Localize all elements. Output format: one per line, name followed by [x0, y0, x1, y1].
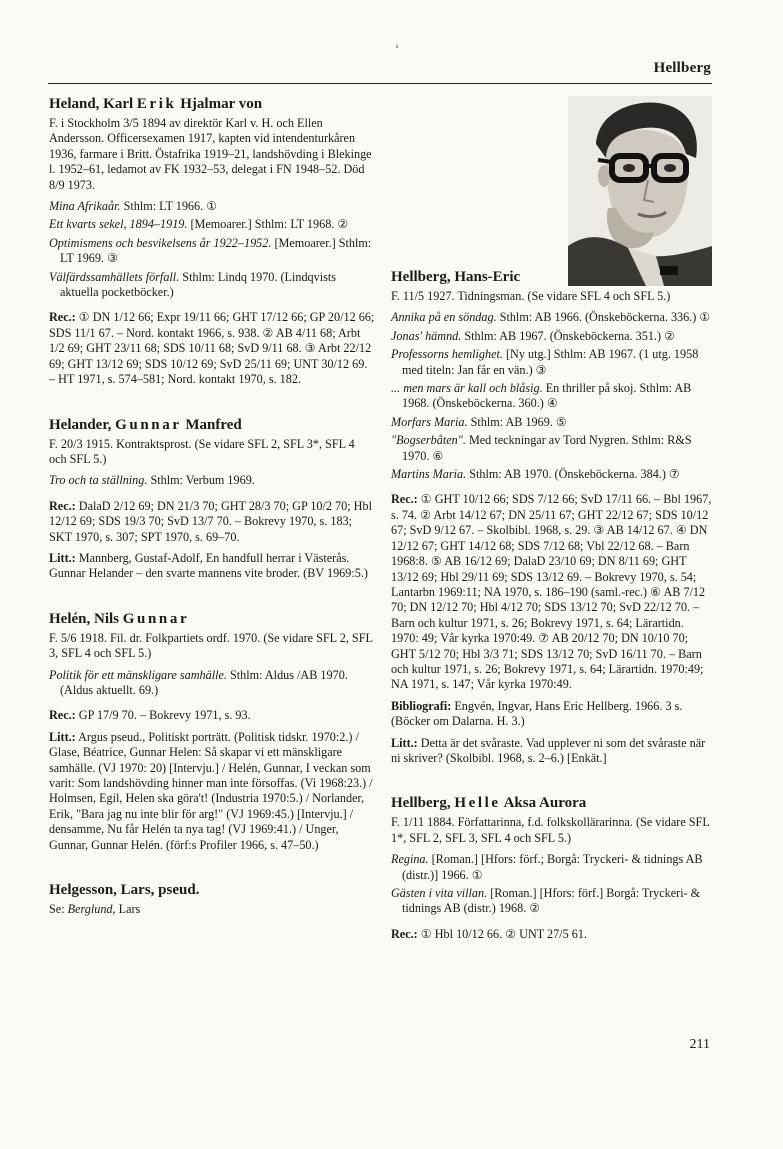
work-item: Regina. [Roman.] [Hfors: förf.; Borgå: Tryckeri- & tidnings AB (distr.)] 1966. ①: [391, 852, 703, 882]
work-item: Jonas' hämnd. Sthlm: AB 1967. (Önskeböckerna. 351.) ②: [391, 328, 676, 343]
portrait-illustration: [568, 96, 712, 286]
work-item: Ett kvarts sekel, 1894–1919. [Memoarer.] Sthlm: LT 1968. ②: [49, 217, 349, 232]
left-column: [49, 95, 375, 923]
page-number: 211: [689, 1037, 710, 1052]
entry-heading: Hellberg, Helle Aksa Aurora: [391, 795, 587, 812]
entry-helander: [49, 416, 375, 582]
work-item: Tro och ta ställning. Sthlm: Verbum 1969.: [49, 473, 255, 488]
reviews: Rec.: ① GHT 10/12 66; SDS 7/12 66; SvD 17/11 66. – Bbl 1967, s. 74. ② Arbt 14/12 67; DN 25/11 67; GHT 22/12 67; SDS 10/12 67; SvD 9/12 67. – Skolbibl. 1968, s. 29. ③ AB 14/12 67. ④ DN 12/12 67; GHT 14/12 68; SDS 7/12 68; Vbl 22/12 68. – Barn 1968:8. ⑤ AB 16/12 69; DalaD 23/10 69; DN 8/11 69; GHT 13/12 69; Hbl 29/11 69; SDS 13/12 69. – Bokrevy 1970, s. 54; Lantarbn 1969:11; NA 1970, s. 186–190 (saml.-rec.) ⑥ AB 7/12 70; DN 12/12 70; Hbl 4/12 70; SDS 13/12 70; SvD 22/12 70. – Barn och kultur 1971, s. 26; Bokrevy 1971, s. 64; Lärartidn. 1970: 49; Vår kyrka 1970:49. ⑦ AB 20/12 70; DN 10/10 70; GHT 5/12 70; Hbl 3/3 71; SDS 13/12 70; SvD 16/11 70. – Barn och kultur 1971, s. 26; Bokrevy 1971, s. 64; Lärartidn. 1970:49; NA 1971, s. 147; Vår kyrka 1970:49.: [391, 492, 712, 692]
work-item: Mina Afrikaår. Sthlm: LT 1966. ①: [49, 199, 218, 214]
entry-bio: F. 5/6 1918. Fil. dr. Folkpartiets ordf. 1970. (Se vidare SFL 2, SFL 3, SFL 4 och SFL 5.): [49, 630, 373, 661]
see-reference: Se: Berglund, Lars: [49, 902, 141, 917]
literature: Litt.: Detta är det svåraste. Vad upplever ni som det svåraste när ni skriver? (Skolbibl. 1968, s. 2–6.) [Enkät.]: [391, 735, 706, 765]
work-item: Martins Maria. Sthlm: AB 1970. (Önskeböckerna. 384.) ⑦: [391, 467, 680, 482]
margin-mark: ❛: [395, 42, 399, 56]
portrait-photo: [568, 96, 712, 286]
work-item: Gästen i vita villan. [Roman.] [Hfors: förf.] Borgå: Tryckeri- & tidnings AB (distr.) 1968. ②: [391, 886, 701, 916]
entry-heading: Hellberg, Hans-Eric: [391, 269, 521, 285]
entry-helle: [391, 794, 713, 942]
entry-heading: Helén, Nils Gunnar: [49, 610, 190, 627]
entry-bio: F. 1/11 1884. Författarinna, f.d. folkskollärarinna. (Se vidare SFL 1*, SFL 2, SFL 3, SFL 4 och SFL 5.): [391, 815, 710, 845]
work-item: Politik för ett mänskligare samhälle. Sthlm: Aldus /AB 1970. (Aldus aktuellt. 69.): [49, 667, 348, 697]
reviews: Rec.: DalaD 2/12 69; DN 21/3 70; GHT 28/3 70; GP 10/2 70; Hbl 12/12 69; SDS 19/3 70; SvD 13/7 70. – Bokrevy 1970, s. 183; SKT 1970, s. 307; SPT 1970, s. 69–70.: [49, 498, 372, 544]
reviews: Rec.: ① Hbl 10/12 66. ② UNT 27/5 61.: [391, 926, 587, 941]
entry-heading: Helgesson, Lars, pseud.: [49, 882, 200, 899]
entry-helen: [49, 610, 375, 853]
right-column: [391, 268, 713, 948]
work-item: Välfärdssamhällets förfall. Sthlm: Lindq 1970. (Lindqvists aktuella pocketböcker.): [49, 269, 337, 300]
entry-helgesson: [49, 881, 375, 917]
reviews: Rec.: ① DN 1/12 66; Expr 19/11 66; GHT 17/12 66; GP 20/12 66; SDS 11/1 67. – Nord. kontakt 1966, s. 938. ② AB 4/11 68; Arbt 1/2 69; GHT 23/11 68; SDS 10/11 68; SvD 9/11 68. ③ Arbt 22/12 69; GHT 13/12 69; SDS 10/12 69; SvD 25/11 69; UNT 30/12 69. – HT 1971, s. 574–581; Nord. kontakt 1970, s. 182.: [49, 310, 375, 387]
work-item: Professorns hemlighet. [Ny utg.] Sthlm: AB 1967. (1 utg. 1958 med titeln: Jan får en vän.) ③: [391, 347, 699, 377]
work-item: Optimismens och besvikelsens år 1922–1952. [Memoarer.] Sthlm: LT 1969. ③: [49, 235, 372, 266]
work-item: "Bogserbåten". Med teckningar av Tord Nygren. Sthlm: R&S 1970. ⑥: [391, 433, 692, 463]
bibliography: Bibliografi: Engvén, Ingvar, Hans Eric Hellberg. 1966. 3 s. (Böcker om Dalarna. H. 3.): [391, 698, 683, 729]
work-item: ... men mars är kall och blåsig. En thriller på skoj. Sthlm: AB 1968. (Önskeböckerna. 360.) ④: [391, 381, 692, 411]
entry-heland: [49, 95, 375, 388]
entry-bio: F. 11/5 1927. Tidningsman. (Se vidare SFL 4 och SFL 5.): [391, 289, 671, 303]
header-rule: [48, 83, 712, 84]
entry-heading: Helander, Gunnar Manfred: [49, 416, 242, 433]
work-item: Morfars Maria. Sthlm: AB 1969. ⑤: [391, 414, 567, 429]
entry-bio: F. 20/3 1915. Kontraktsprost. (Se vidare SFL 2, SFL 3*, SFL 4 och SFL 5.): [49, 436, 355, 466]
work-item: Annika på en söndag. Sthlm: AB 1966. (Önskeböckerna. 336.) ①: [391, 310, 711, 325]
entry-heading: Heland, Karl Erik Hjalmar von: [49, 96, 263, 112]
entry-hans-eric: [391, 268, 713, 766]
entry-bio: F. i Stockholm 3/5 1894 av direktör Karl v. H. och Ellen Andersson. Officersexamen 1917, kapten vid intendenturkåren 1936, farmare i Britt. Östafrika 1919–21, landshövding i Blekinge l. 1952–61, ledamot av FK 1932–53, delegat i FN 1948–52. Död 8/9 1973.: [49, 116, 372, 192]
literature: Litt.: Argus pseud., Politiskt porträtt. (Politisk tidskr. 1970:2.) / Glase, Béatrice, Gunnar Helen: Så skapar vi ett mänskligare samhälle. (VJ 1970: 20) [Intervju.] / Helén, Gunnar, I veckan som varit: Som landshövding hinner man inte försoffas. (Vi 1968:23.) / Holmsen, Egil, Helen ska göra't! (Industria 1970:5.) / Norlander, Erik, "Bara jag nu inte blir för arg!" (VJ 1969:45.) [Intervju.] / densamme, Nu får Helén ta nya tag! (VJ 1969:41.) / Unger, Gunnar, Gunnar Helén. (förf:s Profiler 1966, s. 47–50.): [49, 729, 373, 852]
reviews: Rec.: GP 17/9 70. – Bokrevy 1971, s. 93.: [49, 708, 251, 723]
running-head: Hellberg: [653, 60, 711, 76]
literature: Litt.: Mannberg, Gustaf-Adolf, En handfull herrar i Västerås. Gunnar Helander – den svarte mannens vite broder. (BV 1969:5.): [49, 550, 368, 581]
